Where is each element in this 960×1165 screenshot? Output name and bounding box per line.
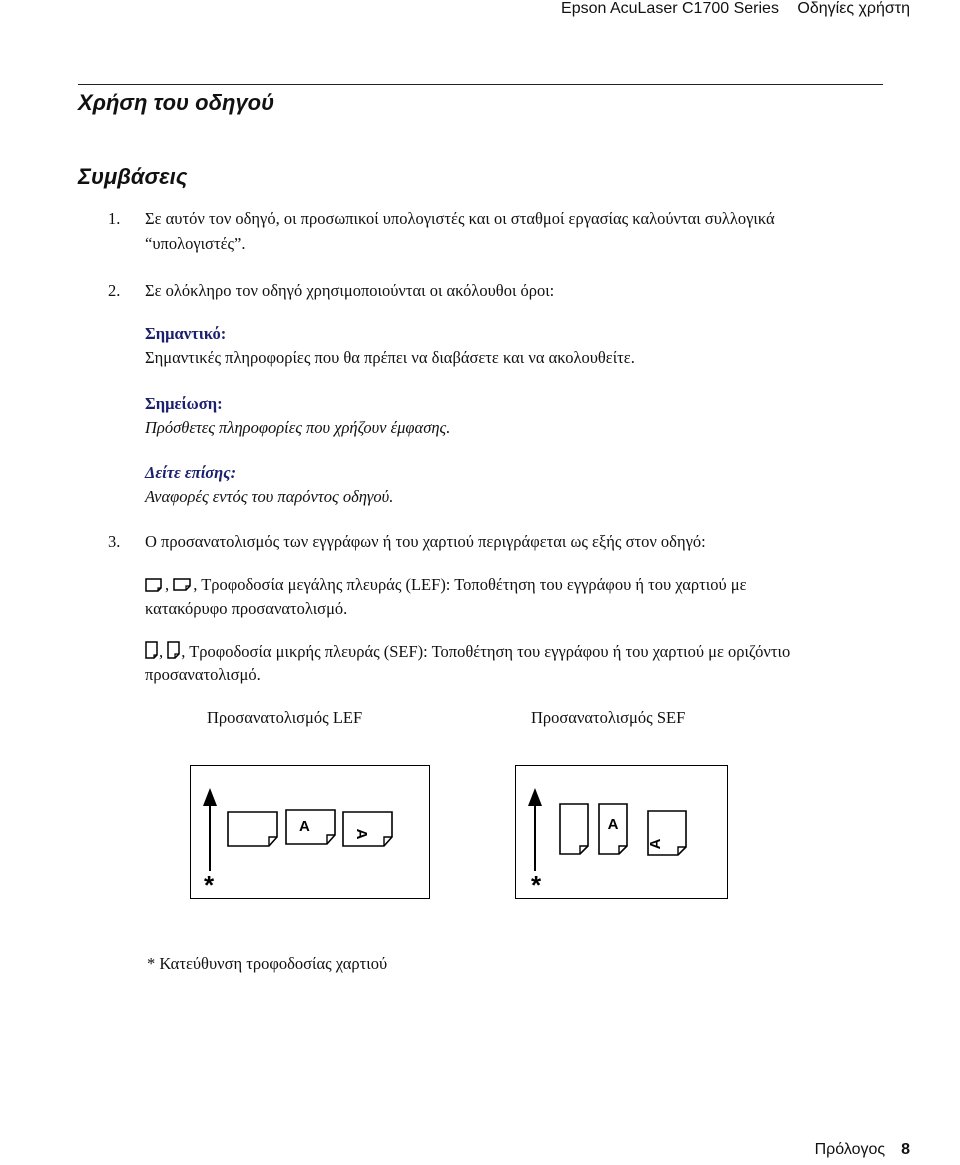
- item-number-2: 2.: [108, 281, 121, 300]
- sef-text-line-1: , Τροφοδοσία μικρής πλευράς (SEF): Τοποθέτηση του εγγράφου ή του χαρτιού με οριζόντιο: [181, 642, 791, 661]
- sef-asterisk: *: [530, 870, 542, 897]
- see-also-text: Αναφορές εντός του παρόντος οδηγού.: [145, 487, 394, 506]
- lef-text-line-1: , Τροφοδοσία μεγάλης πλευράς (LEF): Τοποθέτηση του εγγράφου ή του χαρτιού με: [193, 575, 747, 594]
- footnote: * Κατεύθυνση τροφοδοσίας χαρτιού: [147, 954, 388, 973]
- section-title: Συμβάσεις: [78, 164, 188, 189]
- page-number: 8: [901, 1141, 910, 1158]
- important-text: Σημαντικές πληροφορίες που θα πρέπει να διαβάσετε και να ακολουθείτε.: [145, 348, 635, 367]
- sef-diagram: [515, 765, 728, 899]
- feed-direction-arrowhead: [203, 788, 217, 806]
- sef-letter-page: [599, 804, 627, 854]
- lef-text-line-2: κατακόρυφο προσανατολισμό.: [145, 599, 348, 618]
- feed-direction-arrowhead: [528, 788, 542, 806]
- sef-rotated-page-icon: [167, 641, 181, 659]
- header-rule: [78, 84, 883, 85]
- important-label: Σημαντικό:: [145, 324, 227, 343]
- lef-rotated-letter-page: [343, 812, 392, 846]
- sef-caption: Προσανατολισμός SEF: [531, 708, 686, 727]
- product-name: Epson AcuLaser C1700 Series: [561, 0, 779, 17]
- sef-blank-page: [560, 804, 588, 854]
- lef-asterisk: *: [203, 870, 215, 897]
- see-also-label: Δείτε επίσης:: [145, 463, 237, 482]
- sef-text-line-2: προσανατολισμό.: [145, 665, 261, 684]
- lef-definition: [145, 575, 747, 595]
- sef-rotated-letter-page: [647, 811, 686, 855]
- item-3-text: Ο προσανατολισμός των εγγράφων ή του χαρτιού περιγράφεται ως εξής στον οδηγό:: [145, 532, 706, 551]
- note-text: Πρόσθετες πληροφορίες που χρήζουν έμφασης.: [145, 418, 451, 437]
- item-number-3: 3.: [108, 532, 121, 551]
- footer-section: Πρόλογος: [814, 1141, 886, 1158]
- sef-diagram-graphic: [516, 766, 726, 897]
- sef-portrait-page-icon: [145, 641, 159, 659]
- lef-caption: Προσανατολισμός LEF: [207, 708, 363, 727]
- item-2-text: Σε ολόκληρο τον οδηγό χρησιμοποιούνται οι ακόλουθοι όροι:: [145, 281, 555, 300]
- sef-letter-a: A: [607, 816, 619, 833]
- page-title: Χρήση του οδηγού: [78, 90, 275, 115]
- document-name: Οδηγίες χρήστη: [797, 0, 910, 17]
- sef-rotated-letter-a: A: [647, 838, 664, 850]
- lef-diagram-graphic: [191, 766, 428, 897]
- item-1-line-2: “υπολογιστές”.: [145, 234, 246, 253]
- lef-rotated-letter-a: A: [353, 828, 370, 840]
- lef-comma: ,: [165, 575, 170, 594]
- lef-portrait-page-icon: [145, 576, 165, 592]
- item-1-line-1: Σε αυτόν τον οδηγό, οι προσωπικοί υπολογιστές και οι σταθμοί εργασίας καλούνται συλλογικά: [145, 209, 775, 228]
- sef-comma: ,: [159, 642, 164, 661]
- page-footer: [815, 1141, 910, 1159]
- note-label: Σημείωση:: [145, 394, 223, 413]
- running-head: [547, 0, 910, 18]
- lef-letter-page: [286, 810, 335, 844]
- lef-diagram: [190, 765, 430, 899]
- sef-definition: [145, 641, 790, 662]
- lef-rotated-page-icon: [173, 576, 193, 592]
- item-number-1: 1.: [108, 209, 121, 228]
- lef-blank-page: [228, 812, 277, 846]
- lef-letter-a: A: [299, 818, 310, 835]
